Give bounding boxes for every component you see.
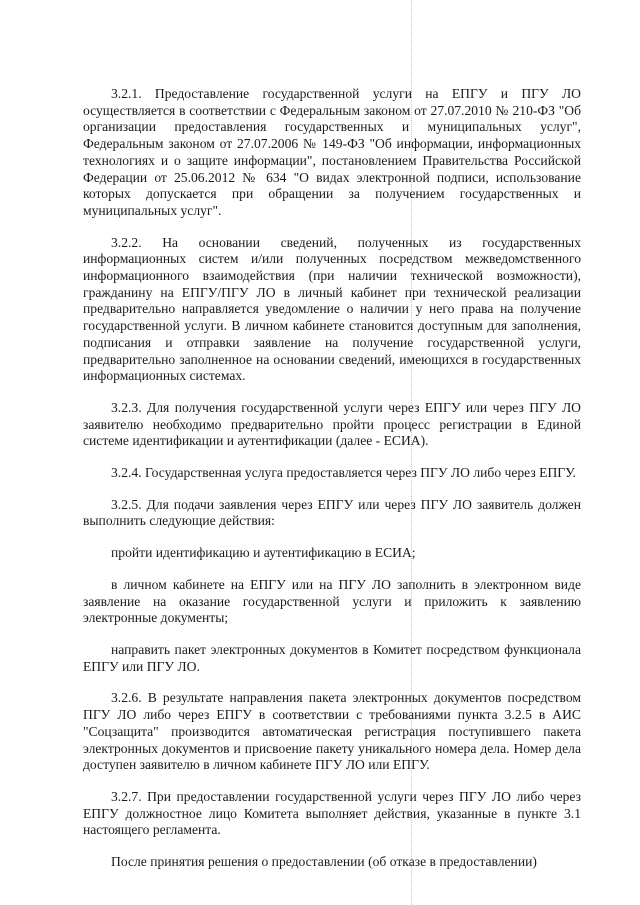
- paragraph-3-2-3: 3.2.3. Для получения государственной услуги через ЕПГУ или через ПГУ ЛО заявителю необходимо предварительно пройти процесс регистрации в Единой системе идентификации и аутентификации (далее - ЕСИА).: [83, 399, 581, 449]
- step-identification: пройти идентификацию и аутентификацию в ЕСИА;: [111, 545, 416, 561]
- step-send-package: направить пакет электронных документов в Комитет посредством функционала ЕПГУ или ПГУ ЛО.: [83, 641, 581, 674]
- paragraph-3-2-1: 3.2.1. Предоставление государственной услуги на ЕПГУ и ПГУ ЛО осуществляется в соответствии с Федеральным законом от 27.07.2010 № 210-ФЗ "Об организации предоставления государственных и муниципальных услуг", Федеральным законом от 27.07.2006 № 149-ФЗ "Об информации, информационных технологиях и о защите информации", постановлением Правительства Российской Федерации от 25.06.2012 № 634 "О видах электронной подписи, использование которых допускается при обращении за получением государственных и муниципальных услуг".: [83, 86, 581, 218]
- paragraph-3-2-7: 3.2.7. При предоставлении государственной услуги через ПГУ ЛО либо через ЕПГУ должностное лицо Комитета выполняет действия, указанные в пункте 3.1 настоящего регламента.: [83, 788, 581, 838]
- document-body: [83, 86, 581, 871]
- step-fill-application: в личном кабинете на ЕПГУ или на ПГУ ЛО заполнить в электронном виде заявление на оказание государственной услуги и приложить к заявлению электронные документы;: [83, 576, 581, 626]
- paragraph-3-2-4: 3.2.4. Государственная услуга предоставляется через ПГУ ЛО либо через ЕПГУ.: [111, 465, 576, 481]
- paragraph-3-2-5: 3.2.5. Для подачи заявления через ЕПГУ или через ПГУ ЛО заявитель должен выполнить следующие действия:: [83, 496, 581, 529]
- paragraph-3-2-6: 3.2.6. В результате направления пакета электронных документов посредством ПГУ ЛО либо через ЕПГУ в соответствии с требованиями пункта 3.2.5 в АИС "Соцзащита" производится автоматическая регистрация поступившего пакета электронных документов и присвоение пакету уникального номера дела. Номер дела доступен заявителю в личном кабинете ПГУ ЛО или ЕПГУ.: [83, 690, 581, 773]
- paragraph-3-2-2: 3.2.2. На основании сведений, полученных из государственных информационных систем и/или полученных посредством межведомственного информационного взаимодействия (при наличии технической возможности), гражданину на ЕПГУ/ПГУ ЛО в личный кабинет при технической реализации предварительно направляется уведомление о наличии у него права на получение государственной услуги. В личном кабинете становится доступным для заполнения, подписания и отправки заявление на получение государственной услуги, предварительно заполненное на основании сведений, имеющихся в государственных информационных системах.: [83, 234, 581, 384]
- paragraph-after-decision: После принятия решения о предоставлении (об отказе в предоставлении): [111, 854, 537, 870]
